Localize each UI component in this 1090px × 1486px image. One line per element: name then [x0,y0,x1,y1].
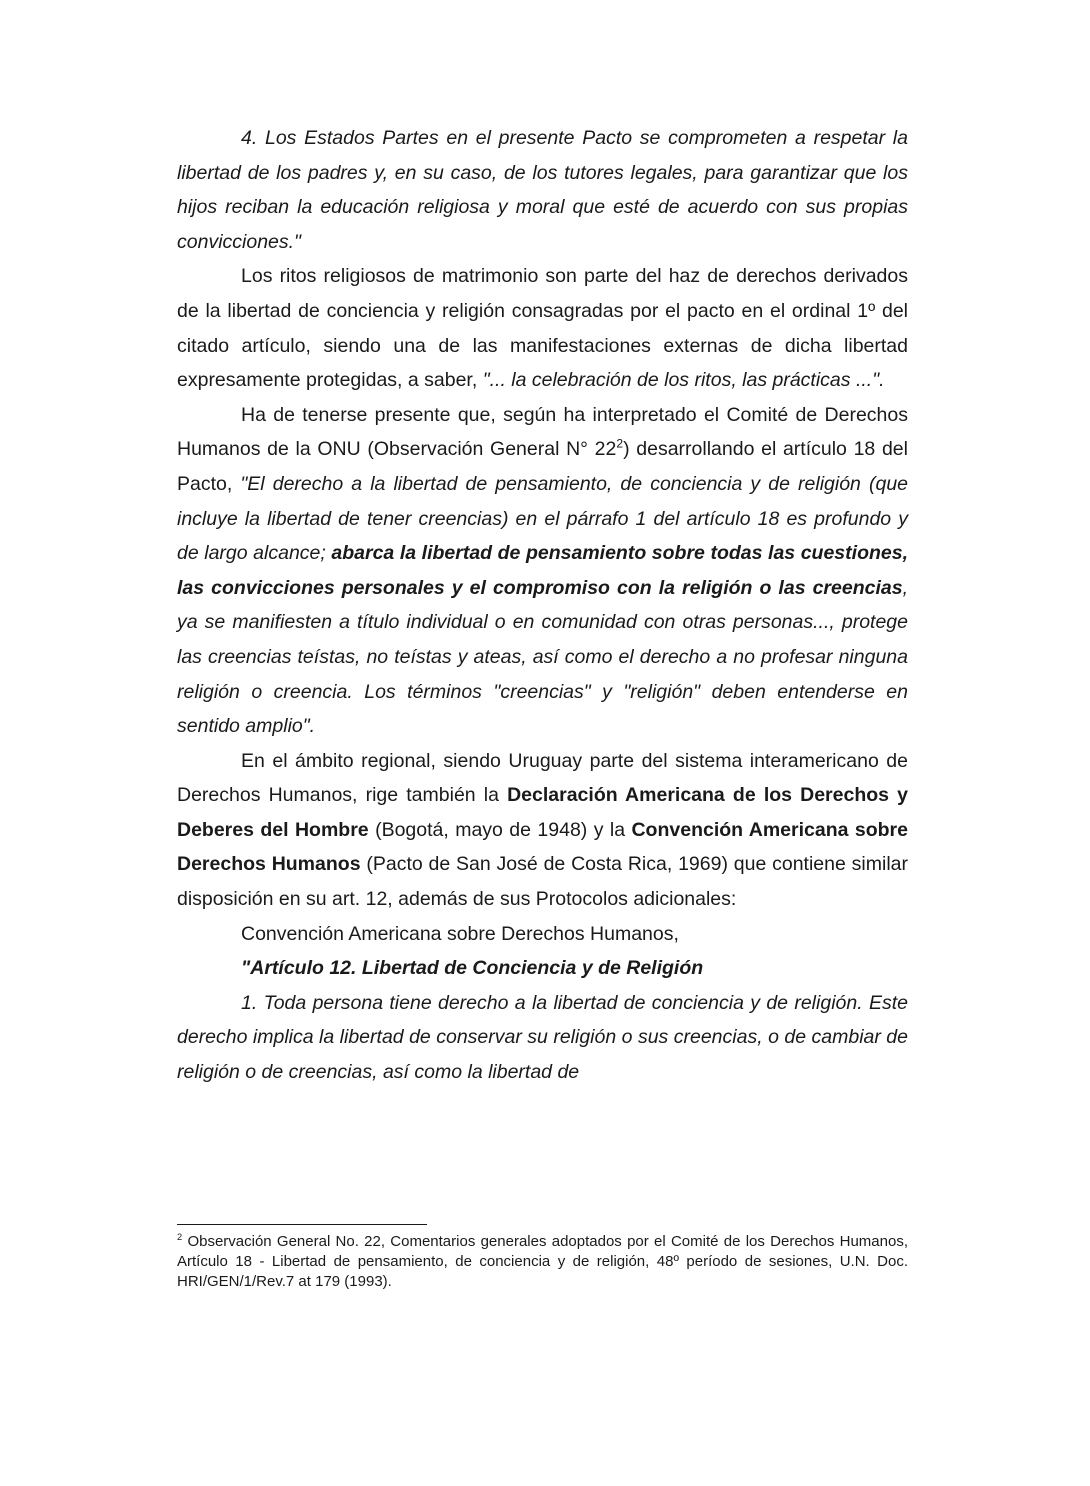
footnote [177,1232,908,1292]
marriage-rites-text: Los ritos religiosos de matrimonio son parte del haz de derechos derivados de la libertad de conciencia y religión consagradas por el pacto en el ordinal 1º del citado artículo, siendo una de las manifestaciones externas de dicha libertad expresamente protegidas, a saber, [177,265,908,392]
onu-quote-part-1: "El derecho a la libertad de pensamiento, de conciencia y de religión (que incluye la libertad de tener creencias) en el párrafo 1 del artículo 18 es profundo y de largo alcance; [177,472,909,565]
marriage-rites-quote: "... la celebración de los ritos, las prácticas ...". [482,369,885,392]
footnote-text: Observación General No. 22, Comentarios generales adoptados por el Comité de los Derechos Humanos, Artículo 18 - Libertad de pensamiento, de conciencia y de religión, 48º período de sesiones, U.N. Doc. HRI/GEN/1/Rev.7 at 179 (1993). [177,1233,908,1290]
onu-quote-part-2: , ya se manifiesten a título individual o en comunidad con otras personas..., protege las creencias teístas, no teístas y ateas, así como el derecho a no profesar ninguna religión o creencia. Los términos "creencias" y "religión" deben entenderse en sentido amplio". [177,576,908,738]
declaracion-americana: Declaración Americana de los Derechos y Deberes del Hombre [177,784,908,841]
marriage-rites-paragraph [177,259,908,397]
article-12-heading: "Artículo 12. Libertad de Conciencia y de Religión [241,957,704,980]
footnote-ref: 2 [616,436,624,451]
body-text [177,121,908,1090]
regional-text-c: (Pacto de San José de Costa Rica, 1969) que contiene similar disposición en su art. 12, además de sus Protocolos adicionales: [177,853,908,911]
regional-paragraph [177,744,908,917]
footnote-number: 2 [177,1232,183,1242]
article-12-item-1: 1. Toda persona tiene derecho a la libertad de conciencia y de religión. Este derecho implica la libertad de conservar su religión o sus creencias, o de cambiar de religión o de creencias, así como la libertad de [177,991,908,1084]
pact-quote-paragraph [177,121,908,259]
convencion-americana: Convención Americana sobre Derechos Humanos [177,818,908,876]
onu-committee-text: Ha de tenerse presente que, según ha interpretado el Comité de Derechos Humanos de la ONU (Observación General N° 22 [177,403,908,461]
onu-quote-bold: abarca la libertad de pensamiento sobre todas las cuestiones, las convicciones personales y el compromiso con la religión o las creencias [177,542,908,599]
regional-text-a: En el ámbito regional, siendo Uruguay parte del sistema interamericano de Derechos Humanos, rige también la [177,749,908,807]
onu-committee-paragraph [177,398,908,744]
footnote-separator [177,1224,427,1225]
pact-quote-text: 4. Los Estados Partes en el presente Pacto se comprometen a respetar la libertad de los padres y, en su caso, de los tutores legales, para garantizar que los hijos reciban la educación religiosa y moral que esté de acuerdo con sus propias convicciones." [177,127,908,253]
onu-committee-text-2: ) desarrollando el artículo 18 del Pacto, [177,438,908,495]
regional-text-b: (Bogotá, mayo de 1948) y la [368,818,632,841]
convention-title-line: Convención Americana sobre Derechos Humanos, [241,922,679,945]
